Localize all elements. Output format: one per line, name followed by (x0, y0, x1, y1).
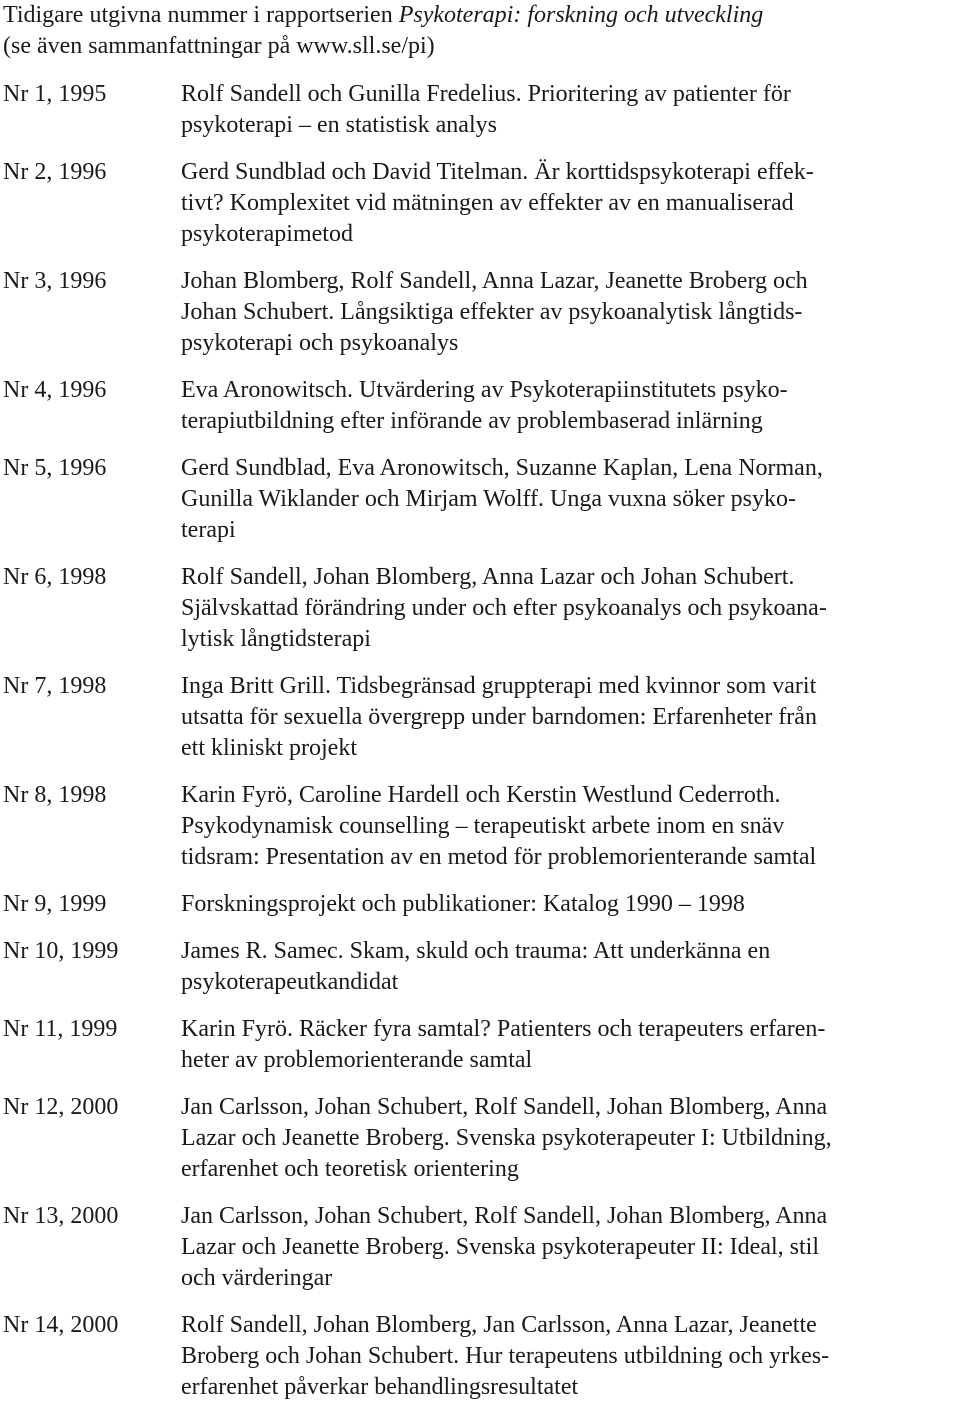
citation-line: och värderingar (181, 1265, 333, 1291)
entry-number: Nr 3, 1996 (3, 268, 107, 294)
series-header (3, 0, 960, 62)
citation-line: Forskningsprojekt och publikationer: Katalog 1990 – 1998 (181, 891, 745, 917)
citation-line: erfarenhet och teoretisk orientering (181, 1156, 519, 1182)
citation-line: Johan Blomberg, Rolf Sandell, Anna Lazar, Jeanette Broberg och (181, 268, 808, 294)
entry-citation (181, 1201, 956, 1294)
citation-line: psykoterapi – en statistisk analys (181, 112, 497, 138)
citation-line: utsatta för sexuella övergrepp under barndomen: Erfarenheter från (181, 704, 817, 730)
citation-line: psykoterapeutkandidat (181, 969, 399, 995)
entry-citation (181, 562, 956, 655)
citation-line: Eva Aronowitsch. Utvärdering av Psykoterapiinstitutets psyko- (181, 377, 788, 403)
citation-line: Lazar och Jeanette Broberg. Svenska psykoterapeuter II: Ideal, stil (181, 1234, 819, 1260)
entry-number: Nr 5, 1996 (3, 455, 107, 481)
citation-line: psykoterapi och psykoanalys (181, 330, 459, 356)
citation-line: terapi (181, 517, 236, 543)
entry-citation (181, 1014, 956, 1076)
publication-entry (3, 936, 960, 998)
header-line-2: (se även sammanfattningar på www.sll.se/pi) (3, 33, 435, 59)
publication-entry (3, 889, 960, 920)
publication-entry (3, 1201, 960, 1294)
entry-citation (181, 453, 956, 546)
publication-list (3, 79, 960, 1403)
entry-citation (181, 375, 956, 437)
citation-line: Jan Carlsson, Johan Schubert, Rolf Sandell, Johan Blomberg, Anna (181, 1203, 828, 1229)
entry-citation (181, 936, 956, 998)
header-intro: Tidigare utgivna nummer i rapportserien (3, 2, 399, 28)
entry-citation (181, 79, 956, 141)
entry-number: Nr 6, 1998 (3, 564, 107, 590)
entry-number: Nr 8, 1998 (3, 782, 107, 808)
entry-number: Nr 1, 1995 (3, 81, 107, 107)
citation-line: Rolf Sandell, Johan Blomberg, Jan Carlsson, Anna Lazar, Jeanette (181, 1312, 817, 1338)
citation-line: erfarenhet påverkar behandlingsresultatet (181, 1374, 579, 1400)
citation-line: psykoterapimetod (181, 221, 353, 247)
entry-number: Nr 11, 1999 (3, 1016, 118, 1042)
entry-citation (181, 780, 956, 873)
publication-entry (3, 79, 960, 141)
citation-line: Psykodynamisk counselling – terapeutiskt arbete inom en snäv (181, 813, 785, 839)
citation-line: Karin Fyrö, Caroline Hardell och Kerstin Westlund Cederroth. (181, 782, 781, 808)
entry-citation (181, 266, 956, 359)
entry-number: Nr 9, 1999 (3, 891, 107, 917)
citation-line: Rolf Sandell och Gunilla Fredelius. Prioritering av patienter för (181, 81, 791, 107)
entry-number: Nr 10, 1999 (3, 938, 119, 964)
entry-citation (181, 157, 956, 250)
citation-line: Självskattad förändring under och efter psykoanalys och psykoana- (181, 595, 827, 621)
publication-entry (3, 780, 960, 873)
citation-line: terapiutbildning efter införande av problembaserad inlärning (181, 408, 763, 434)
entry-citation (181, 889, 956, 920)
publication-entry (3, 157, 960, 250)
citation-line: tidsram: Presentation av en metod för problemorienterande samtal (181, 844, 817, 870)
publication-entry (3, 671, 960, 764)
citation-line: James R. Samec. Skam, skuld och trauma: Att underkänna en (181, 938, 771, 964)
series-title: Psykoterapi: forskning och utveckling (398, 2, 764, 28)
citation-line: Rolf Sandell, Johan Blomberg, Anna Lazar och Johan Schubert. (181, 564, 795, 590)
entry-number: Nr 2, 1996 (3, 159, 107, 185)
citation-line: Karin Fyrö. Räcker fyra samtal? Patienters och terapeuters erfaren- (181, 1016, 826, 1042)
entry-number: Nr 12, 2000 (3, 1094, 119, 1120)
entry-number: Nr 7, 1998 (3, 673, 107, 699)
publication-entry (3, 1014, 960, 1076)
citation-line: Broberg och Johan Schubert. Hur terapeutens utbildning och yrkes- (181, 1343, 830, 1369)
citation-line: Johan Schubert. Långsiktiga effekter av psykoanalytisk långtids- (181, 299, 803, 325)
citation-line: ett kliniskt projekt (181, 735, 357, 761)
header-line-1 (3, 0, 960, 31)
citation-line: lytisk långtidsterapi (181, 626, 371, 652)
publication-entry (3, 1092, 960, 1185)
citation-line: Gunilla Wiklander och Mirjam Wolff. Unga vuxna söker psyko- (181, 486, 796, 512)
citation-line: Jan Carlsson, Johan Schubert, Rolf Sandell, Johan Blomberg, Anna (181, 1094, 828, 1120)
entry-number: Nr 14, 2000 (3, 1312, 119, 1338)
entry-citation (181, 1310, 956, 1403)
publication-entry (3, 562, 960, 655)
citation-line: Gerd Sundblad, Eva Aronowitsch, Suzanne Kaplan, Lena Norman, (181, 455, 823, 481)
publication-entry (3, 453, 960, 546)
entry-citation (181, 1092, 956, 1185)
citation-line: Gerd Sundblad och David Titelman. Är korttidspsykoterapi effek- (181, 159, 814, 185)
citation-line: tivt? Komplexitet vid mätningen av effekter av en manualiserad (181, 190, 794, 216)
citation-line: Inga Britt Grill. Tidsbegränsad gruppterapi med kvinnor som varit (181, 673, 817, 699)
publication-entry (3, 375, 960, 437)
citation-line: heter av problemorienterande samtal (181, 1047, 533, 1073)
entry-number: Nr 4, 1996 (3, 377, 107, 403)
publication-entry (3, 266, 960, 359)
citation-line: Lazar och Jeanette Broberg. Svenska psykoterapeuter I: Utbildning, (181, 1125, 832, 1151)
entry-number: Nr 13, 2000 (3, 1203, 119, 1229)
entry-citation (181, 671, 956, 764)
publication-entry (3, 1310, 960, 1403)
